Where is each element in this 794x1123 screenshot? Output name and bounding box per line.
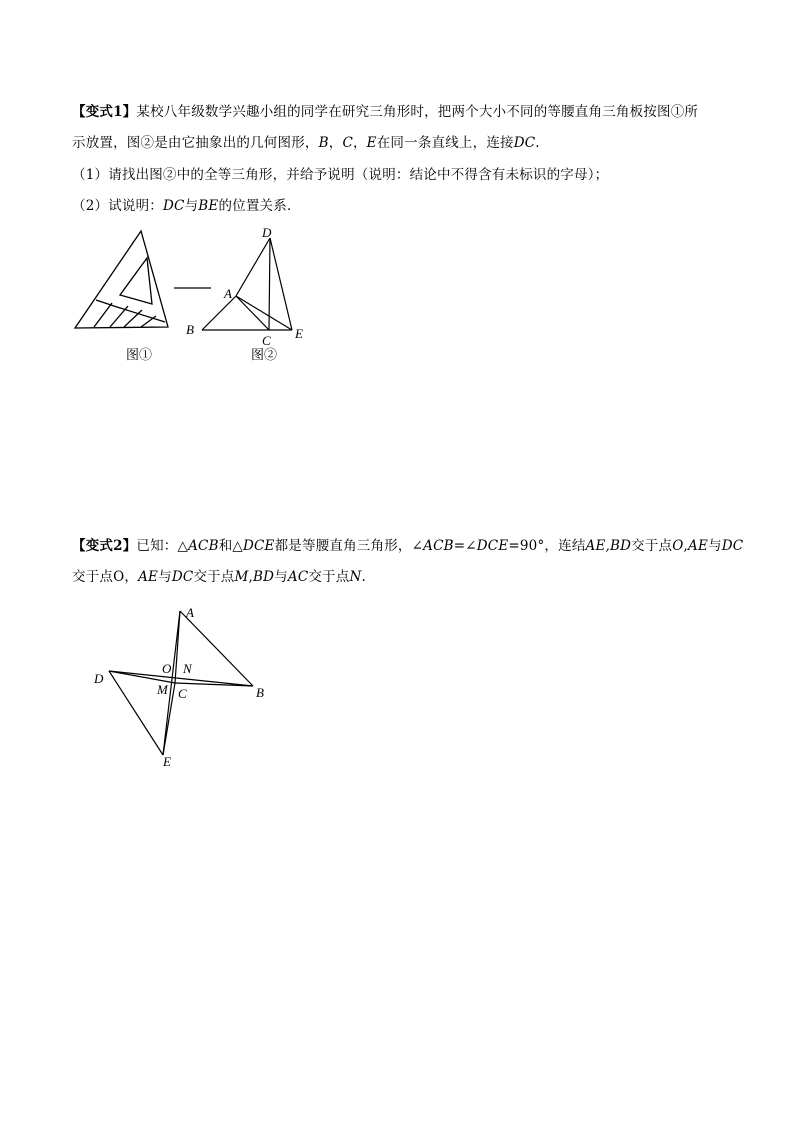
problem1-tag: 【变式1】 bbox=[72, 104, 137, 120]
var-ac: AC bbox=[287, 569, 309, 585]
t: 与 bbox=[274, 569, 288, 585]
var-n: N bbox=[349, 569, 362, 585]
label-c: C bbox=[178, 686, 187, 701]
sep: ， bbox=[328, 135, 343, 151]
var-ae: AE bbox=[138, 569, 159, 585]
var-dce: DCE bbox=[476, 538, 509, 554]
problem1-text-2a: 示放置，图②是由它抽象出的几何图形， bbox=[72, 135, 319, 151]
t: 与 bbox=[158, 569, 172, 585]
label-b: B bbox=[186, 322, 194, 337]
label-n: N bbox=[183, 661, 192, 676]
var-c: C bbox=[342, 135, 353, 151]
t: 交于点 bbox=[631, 538, 673, 554]
t: 和△ bbox=[218, 538, 243, 554]
var-o: O bbox=[113, 569, 125, 585]
t: =∠ bbox=[453, 538, 477, 554]
t: 与 bbox=[708, 538, 722, 554]
q2-mid: 与 bbox=[184, 198, 199, 214]
t: =90°，连结 bbox=[508, 538, 586, 554]
problem2-tag: 【变式2】 bbox=[72, 538, 137, 554]
label-c: C bbox=[262, 333, 271, 348]
var-m: M bbox=[234, 569, 249, 585]
problem1-text-1: 某校八年级数学兴趣小组的同学在研究三角形时，把两个大小不同的等腰直角三角板按图①所 bbox=[136, 104, 699, 120]
label-b: B bbox=[256, 685, 264, 700]
t: , bbox=[248, 569, 254, 585]
t: ， bbox=[124, 569, 139, 585]
var-dc: DC bbox=[513, 135, 536, 151]
var-ae-bd: AE,BD bbox=[585, 538, 632, 554]
var-bd: BD bbox=[253, 569, 275, 585]
t: , bbox=[683, 538, 689, 554]
var-o: O bbox=[672, 538, 684, 554]
q1-text: （1）请找出图②中的全等三角形，并给予说明（说明：结论中不得含有未标识的字母）； bbox=[72, 167, 609, 183]
t: 交于点 bbox=[308, 569, 350, 585]
var-be: BE bbox=[198, 198, 219, 214]
figure3-lines bbox=[109, 611, 253, 755]
q2-text-a: （2）试说明： bbox=[72, 198, 163, 214]
var-dce: DCE bbox=[243, 538, 275, 554]
var-b: B bbox=[318, 135, 329, 151]
label-a: A bbox=[186, 605, 194, 620]
figure2-caption: 图② bbox=[251, 347, 278, 362]
t: 交于点 bbox=[193, 569, 235, 585]
var-e: E bbox=[366, 135, 377, 151]
var-acb: ACB bbox=[188, 538, 219, 554]
label-d: D bbox=[94, 671, 104, 686]
label-e: E bbox=[295, 326, 303, 341]
label-m: M bbox=[157, 682, 168, 697]
t: 已知：△ bbox=[136, 538, 189, 554]
label-o: O bbox=[162, 661, 172, 676]
t: 交于点 bbox=[72, 569, 114, 585]
var-acb: ACB bbox=[423, 538, 454, 554]
var-dc: DC bbox=[721, 538, 744, 554]
label-d: D bbox=[262, 225, 272, 240]
var-dc: DC bbox=[163, 198, 185, 214]
t: . bbox=[361, 569, 366, 585]
period: . bbox=[535, 135, 540, 151]
label-a: A bbox=[224, 286, 232, 301]
var-dc: DC bbox=[171, 569, 194, 585]
segment-de bbox=[109, 671, 163, 755]
problem1-text-2b: 在同一条直线上，连接 bbox=[376, 135, 514, 151]
var-ae: AE bbox=[688, 538, 709, 554]
q2-text-b: 的位置关系． bbox=[218, 198, 301, 214]
sep: ， bbox=[352, 135, 367, 151]
figure1-caption: 图① bbox=[126, 347, 153, 362]
t: 都是等腰直角三角形，∠ bbox=[274, 538, 424, 554]
label-e: E bbox=[163, 754, 171, 769]
